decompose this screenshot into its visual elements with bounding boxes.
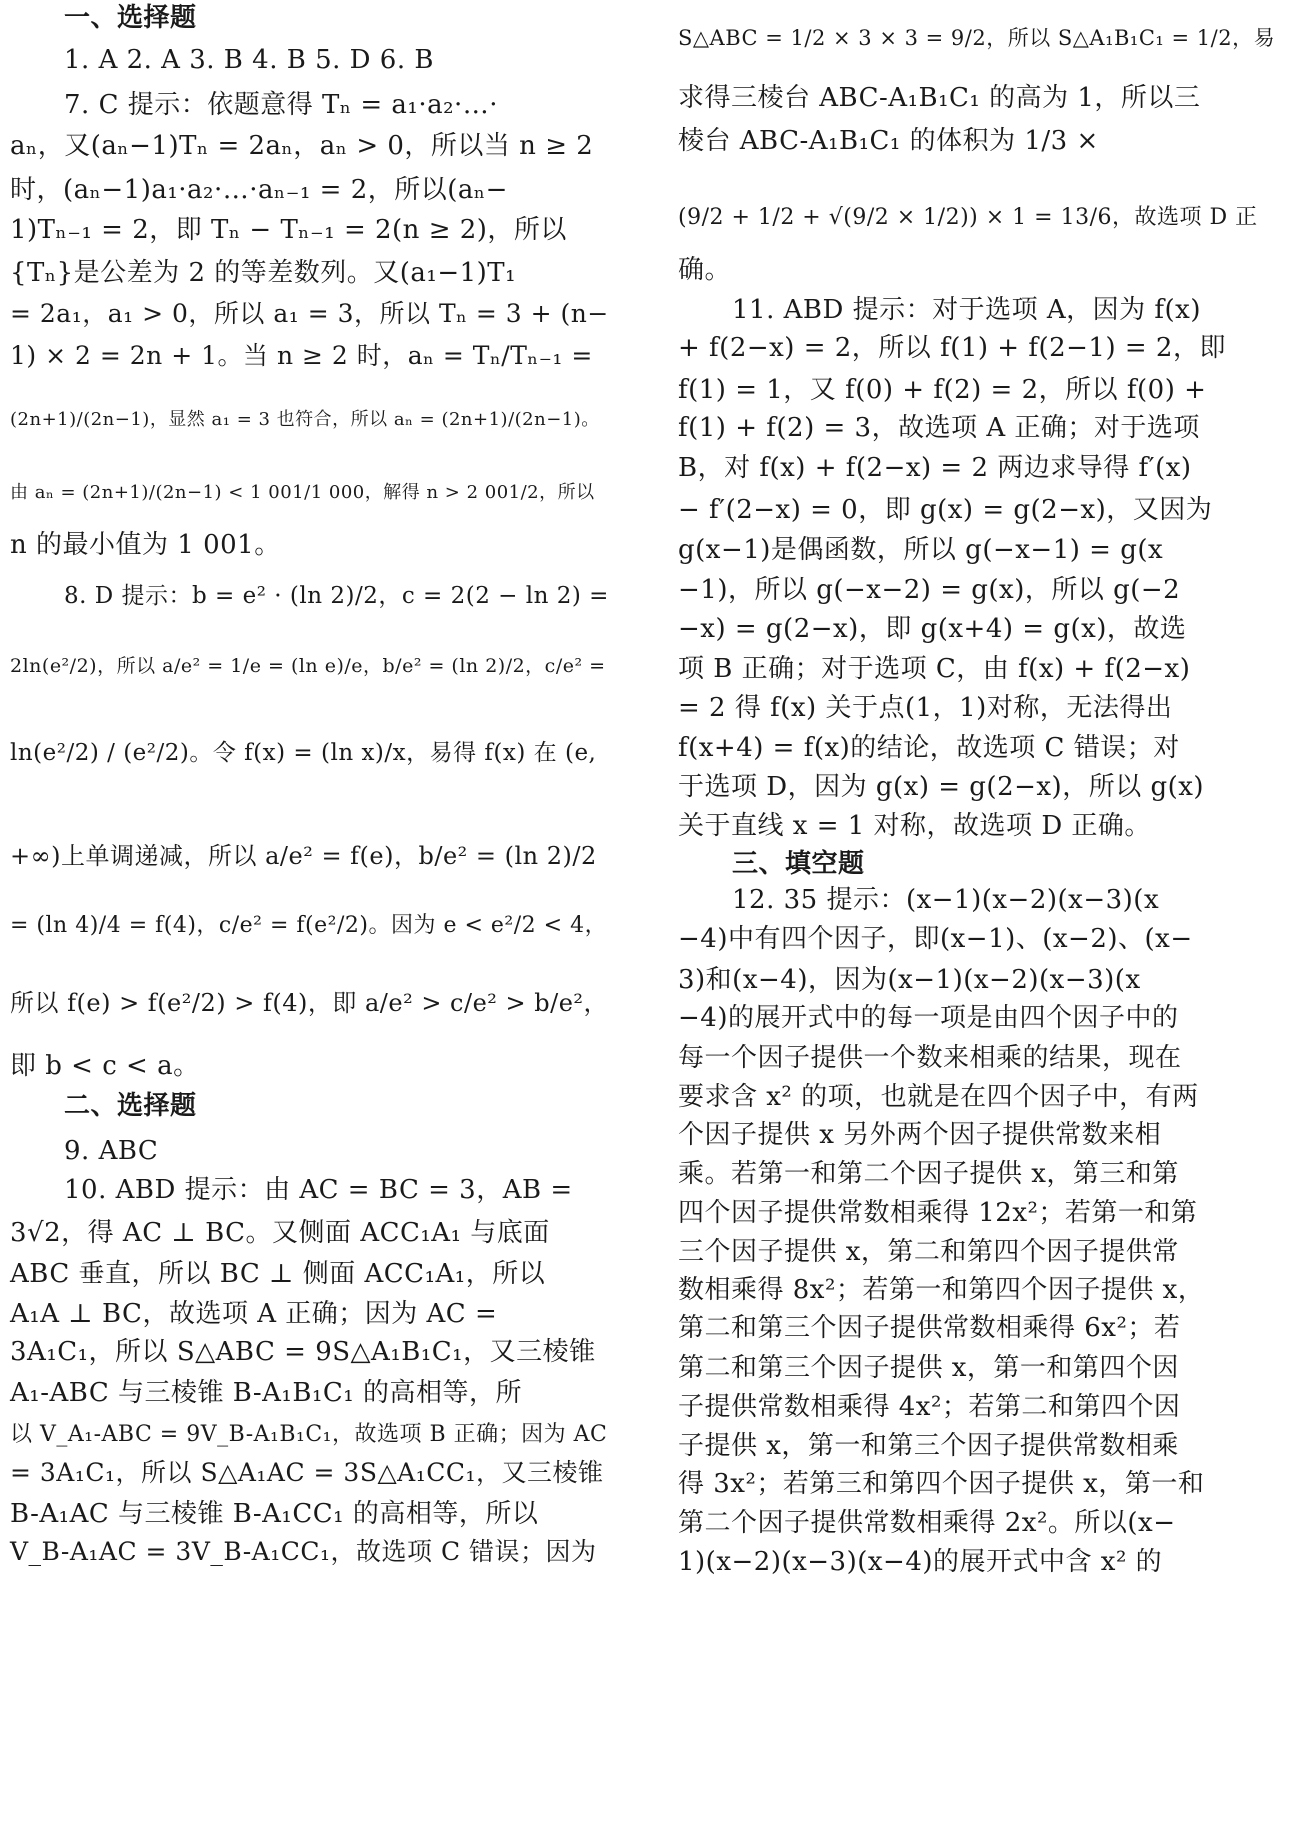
section-heading: 一、选择题 bbox=[64, 3, 197, 33]
text-line: 以 V_A₁-ABC = 9V_B-A₁B₁C₁，故选项 B 正确；因为 AC bbox=[10, 1422, 608, 1447]
text-line: n 的最小值为 1 001。 bbox=[10, 530, 281, 560]
text-line: 每一个因子提供一个数来相乘的结果，现在 bbox=[678, 1043, 1182, 1073]
text-line: B-A₁AC 与三棱锥 B-A₁CC₁ 的高相等，所以 bbox=[10, 1499, 539, 1529]
text-line: 第二个因子提供常数相乘得 2x²。所以(x− bbox=[678, 1508, 1176, 1538]
text-line: 于选项 D，因为 g(x) = g(2−x)，所以 g(x) bbox=[678, 772, 1205, 802]
text-line: = (ln 4)/4 = f(4)，c/e² = f(e²/2)。因为 e < e²/2 < 4， bbox=[10, 913, 608, 938]
text-line: g(x−1)是偶函数，所以 g(−x−1) = g(x bbox=[678, 535, 1164, 565]
text-line: 子提供常数相乘得 4x²；若第二和第四个因 bbox=[678, 1392, 1181, 1422]
text-line: ln(e²/2) / (e²/2)。令 f(x) = (ln x)/x，易得 f(x) 在 (e, bbox=[10, 740, 597, 766]
text-line: 求得三棱台 ABC-A₁B₁C₁ 的高为 1，所以三 bbox=[678, 83, 1201, 113]
text-line: 时，(aₙ−1)a₁·a₂·…·aₙ₋₁ = 2，所以(aₙ− bbox=[10, 175, 508, 205]
text-line: f(x+4) = f(x)的结论，故选项 C 错误；对 bbox=[678, 733, 1180, 763]
text-line: 1)Tₙ₋₁ = 2，即 Tₙ − Tₙ₋₁ = 2(n ≥ 2)，所以 bbox=[10, 215, 567, 245]
text-line: 3)和(x−4)，因为(x−1)(x−2)(x−3)(x bbox=[678, 965, 1141, 995]
text-line: = 2a₁，a₁ > 0，所以 a₁ = 3，所以 Tₙ = 3 + (n− bbox=[10, 299, 609, 328]
text-line: 2ln(e²/2)，所以 a/e² = 1/e = (ln e)/e，b/e² = (ln 2)/2，c/e² = bbox=[10, 655, 606, 677]
text-line: 要求含 x² 的项，也就是在四个因子中，有两 bbox=[678, 1082, 1199, 1112]
text-line: 第二和第三个因子提供常数相乘得 6x²；若 bbox=[678, 1313, 1181, 1343]
text-line: 个因子提供 x 另外两个因子提供常数来相 bbox=[678, 1120, 1162, 1150]
text-line: 1) × 2 = 2n + 1。当 n ≥ 2 时，aₙ = Tₙ/Tₙ₋₁ = bbox=[10, 341, 593, 370]
text-line: A₁A ⊥ BC，故选项 A 正确；因为 AC = bbox=[10, 1299, 498, 1329]
text-line: 9. ABC bbox=[64, 1136, 159, 1166]
text-line: V_B-A₁AC = 3V_B-A₁CC₁，故选项 C 错误；因为 bbox=[10, 1537, 597, 1566]
text-line: −4)中有四个因子，即(x−1)、(x−2)、(x− bbox=[678, 924, 1193, 954]
text-line: 乘。若第一和第二个因子提供 x，第三和第 bbox=[678, 1159, 1179, 1189]
text-line: 数相乘得 8x²；若第一和第四个因子提供 x， bbox=[678, 1275, 1205, 1305]
text-line: 1)(x−2)(x−3)(x−4)的展开式中含 x² 的 bbox=[678, 1547, 1163, 1577]
text-line: 由 aₙ = (2n+1)/(2n−1) < 1 001/1 000，解得 n > 2 001/2，所以 bbox=[10, 482, 595, 503]
text-line: + f(2−x) = 2，所以 f(1) + f(2−1) = 2，即 bbox=[678, 333, 1226, 363]
text-line: −1)，所以 g(−x−2) = g(x)，所以 g(−2 bbox=[678, 575, 1181, 605]
text-line: = 3A₁C₁，所以 S△A₁AC = 3S△A₁CC₁，又三棱锥 bbox=[10, 1458, 604, 1487]
text-line: 子提供 x，第一和第三个因子提供常数相乘 bbox=[678, 1431, 1179, 1461]
text-line: 7. C 提示：依题意得 Tₙ = a₁·a₂·…· bbox=[64, 90, 499, 120]
text-line: 关于直线 x = 1 对称，故选项 D 正确。 bbox=[678, 811, 1151, 841]
text-line: A₁-ABC 与三棱锥 B-A₁B₁C₁ 的高相等，所 bbox=[10, 1378, 522, 1408]
text-line: ABC 垂直，所以 BC ⊥ 侧面 ACC₁A₁，所以 bbox=[10, 1259, 546, 1289]
text-line: − f′(2−x) = 0，即 g(x) = g(2−x)，又因为 bbox=[678, 495, 1213, 525]
text-line: 棱台 ABC-A₁B₁C₁ 的体积为 1/3 × bbox=[678, 126, 1099, 156]
text-line: f(1) = 1，又 f(0) + f(2) = 2，所以 f(0) + bbox=[678, 375, 1207, 405]
text-line: 三个因子提供 x，第二和第四个因子提供常 bbox=[678, 1237, 1179, 1267]
text-line: 第二和第三个因子提供 x，第一和第四个因 bbox=[678, 1353, 1179, 1383]
text-line: −x) = g(2−x)，即 g(x+4) = g(x)，故选 bbox=[678, 614, 1187, 644]
text-line: 1. A 2. A 3. B 4. B 5. D 6. B bbox=[64, 45, 434, 75]
text-line: 得 3x²；若第三和第四个因子提供 x，第一和 bbox=[678, 1469, 1205, 1499]
text-line: {Tₙ}是公差为 2 的等差数列。又(a₁−1)T₁ bbox=[10, 258, 517, 288]
section-heading: 二、选择题 bbox=[64, 1091, 197, 1121]
text-line: 11. ABD 提示：对于选项 A，因为 f(x) bbox=[732, 295, 1201, 325]
text-line: f(1) + f(2) = 3，故选项 A 正确；对于选项 bbox=[678, 413, 1200, 443]
text-line: 确。 bbox=[678, 255, 732, 285]
text-line: 即 b < c < a。 bbox=[10, 1051, 200, 1081]
text-line: = 2 得 f(x) 关于点(1，1)对称，无法得出 bbox=[678, 693, 1173, 723]
text-line: (9/2 + 1/2 + √(9/2 × 1/2)) × 1 = 13/6，故选项 D 正 bbox=[678, 205, 1258, 230]
text-line: 3A₁C₁，所以 S△ABC = 9S△A₁B₁C₁，又三棱锥 bbox=[10, 1337, 596, 1367]
text-line: S△ABC = 1/2 × 3 × 3 = 9/2，所以 S△A₁B₁C₁ = 1/2，易 bbox=[678, 26, 1276, 50]
text-line: 12. 35 提示：(x−1)(x−2)(x−3)(x bbox=[732, 885, 1160, 915]
text-line: 所以 f(e) > f(e²/2) > f(4)，即 a/e² > c/e² > b/e²， bbox=[10, 989, 609, 1017]
text-line: 10. ABD 提示：由 AC = BC = 3，AB = bbox=[64, 1175, 573, 1205]
text-line: B，对 f(x) + f(2−x) = 2 两边求导得 f′(x) bbox=[678, 453, 1192, 483]
text-line: −4)的展开式中的每一项是由四个因子中的 bbox=[678, 1003, 1179, 1033]
section-heading: 三、填空题 bbox=[732, 849, 865, 879]
text-line: +∞)上单调递减，所以 a/e² = f(e)，b/e² = (ln 2)/2 bbox=[10, 842, 597, 870]
text-line: (2n+1)/(2n−1)，显然 a₁ = 3 也符合，所以 aₙ = (2n+1)/(2n−1)。 bbox=[10, 409, 600, 430]
text-line: 四个因子提供常数相乘得 12x²；若第一和第 bbox=[678, 1198, 1198, 1228]
text-line: aₙ，又(aₙ−1)Tₙ = 2aₙ，aₙ > 0，所以当 n ≥ 2 bbox=[10, 131, 594, 161]
text-line: 项 B 正确；对于选项 C，由 f(x) + f(2−x) bbox=[678, 654, 1191, 684]
text-line: 8. D 提示：b = e² · (ln 2)/2，c = 2(2 − ln 2) = bbox=[64, 583, 609, 609]
text-line: 3√2，得 AC ⊥ BC。又侧面 ACC₁A₁ 与底面 bbox=[10, 1218, 550, 1248]
